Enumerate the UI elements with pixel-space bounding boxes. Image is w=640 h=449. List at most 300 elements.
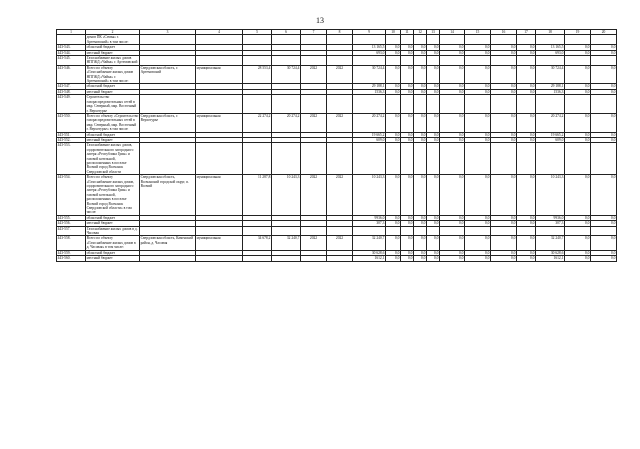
table-cell [401, 143, 414, 175]
table-cell [517, 35, 536, 45]
table-cell: 0,0 [440, 137, 465, 142]
table-cell [327, 56, 353, 66]
table-cell [327, 256, 353, 261]
table-cell: 2022 [301, 236, 327, 250]
table-cell: 0,0 [386, 113, 401, 132]
table-cell: 0,0 [517, 132, 536, 137]
table-cell: 0,0 [565, 256, 591, 261]
table-cell: 0,0 [401, 65, 414, 84]
table-cell: 0,0 [565, 221, 591, 226]
table-cell: 0,0 [440, 221, 465, 226]
table-cell: Свердловская область, г. Артемовский [140, 65, 196, 84]
table-cell [440, 35, 465, 45]
table-cell: 0,0 [565, 215, 591, 220]
table-cell [414, 56, 427, 66]
table-cell: муниципальная [196, 236, 243, 250]
row-code-cell [57, 35, 86, 45]
table-row [57, 35, 617, 45]
row-code-cell: 443-545. [57, 56, 86, 66]
table-cell: 0,0 [401, 137, 414, 142]
table-cell: 9936,0 [536, 215, 565, 220]
table-cell: 0,0 [491, 221, 517, 226]
table-cell: 0,0 [386, 89, 401, 94]
row-code-cell: 443-552. [57, 137, 86, 142]
table-cell [401, 35, 414, 45]
table-cell: 32 240,7 [536, 236, 565, 250]
row-code-cell: 443-547. [57, 84, 86, 89]
table-cell [196, 56, 243, 66]
table-cell: 0,0 [465, 132, 491, 137]
table-cell: 0,0 [591, 65, 617, 84]
table-cell: 0,0 [591, 221, 617, 226]
table-cell: 0,0 [386, 84, 401, 89]
table-cell: 0,0 [427, 215, 440, 220]
table-cell [414, 35, 427, 45]
table-cell: 13 165,5 [353, 45, 386, 50]
table-cell: 0,0 [440, 45, 465, 50]
table-cell [196, 95, 243, 114]
table-cell: 0,0 [386, 250, 401, 255]
table-cell: муниципальная [196, 175, 243, 216]
row-name-cell: местный бюджет [86, 137, 140, 142]
row-code-cell: 443-546. [57, 65, 86, 84]
table-cell: 693,0 [353, 50, 386, 55]
table-cell: 1612,1 [536, 256, 565, 261]
table-cell: 2022 [301, 65, 327, 84]
table-row [57, 95, 617, 114]
table-cell [353, 56, 386, 66]
budget-table [56, 29, 617, 262]
row-name-cell: местный бюджет [86, 256, 140, 261]
table-cell [465, 226, 491, 236]
table-cell: 0,0 [427, 50, 440, 55]
row-code-cell: 443-553. [57, 143, 86, 175]
table-cell [243, 256, 272, 261]
table-cell: 0,0 [386, 132, 401, 137]
table-cell: 0,0 [591, 84, 617, 89]
table-cell: 22 274,2 [243, 113, 272, 132]
table-cell [414, 226, 427, 236]
table-cell: 29 188,1 [536, 84, 565, 89]
row-name-cell: областной бюджет [86, 215, 140, 220]
table-cell: 0,0 [414, 256, 427, 261]
table-row [57, 65, 617, 84]
table-cell [440, 56, 465, 66]
table-cell [196, 226, 243, 236]
table-cell: 0,0 [491, 84, 517, 89]
table-cell [196, 35, 243, 45]
table-cell: 0,0 [440, 132, 465, 137]
table-cell: 0,0 [440, 84, 465, 89]
table-cell [386, 95, 401, 114]
table-cell [353, 35, 386, 45]
column-number: 12 [414, 30, 427, 35]
table-cell: 0,0 [440, 215, 465, 220]
table-row [57, 226, 617, 236]
table-cell: 0,0 [440, 50, 465, 55]
table-cell: 30 724,4 [353, 65, 386, 84]
table-cell: 0,0 [591, 50, 617, 55]
table-cell: 0,0 [565, 84, 591, 89]
column-number: 8 [327, 30, 353, 35]
table-cell: 0,0 [401, 84, 414, 89]
table-cell [536, 56, 565, 66]
table-cell: 0,0 [386, 50, 401, 55]
row-name-cell: местный бюджет [86, 50, 140, 55]
row-name-cell: Газоснабжение жилых домов в д. Часовая [86, 226, 138, 236]
table-cell [517, 56, 536, 66]
table-cell [491, 56, 517, 66]
table-cell: 0,0 [414, 250, 427, 255]
table-cell: 0,0 [414, 236, 427, 250]
table-cell: 0,0 [427, 256, 440, 261]
table-cell: 20 274,2 [536, 113, 565, 132]
table-cell: 11 287,8 [243, 175, 272, 216]
table-cell [414, 95, 427, 114]
table-cell [517, 226, 536, 236]
table-cell: 30 724,4 [272, 65, 301, 84]
table-cell [272, 226, 301, 236]
table-cell: 0,0 [386, 65, 401, 84]
table-cell: 0,0 [465, 221, 491, 226]
table-cell [591, 143, 617, 175]
table-cell [414, 143, 427, 175]
row-name-cell: областной бюджет [86, 84, 140, 89]
table-cell: 0,0 [440, 65, 465, 84]
table-cell [465, 35, 491, 45]
table-cell [565, 56, 591, 66]
table-cell: 0,0 [427, 84, 440, 89]
table-cell: Свердловская область, г. Верхотурье [140, 113, 196, 132]
table-cell: 609,0 [536, 137, 565, 142]
table-cell [140, 226, 196, 236]
table-cell: 0,0 [565, 50, 591, 55]
table-cell: 10 243,3 [272, 175, 301, 216]
table-cell [301, 35, 327, 45]
table-cell: 0,0 [440, 250, 465, 255]
table-cell: 0,0 [517, 89, 536, 94]
table-cell [565, 35, 591, 45]
table-row [57, 113, 617, 132]
table-cell [491, 35, 517, 45]
table-cell: 0,0 [465, 113, 491, 132]
table-cell: 30 628,6 [536, 250, 565, 255]
table-cell: 2022 [301, 175, 327, 216]
table-cell [272, 35, 301, 45]
table-cell: 10 243,3 [536, 175, 565, 216]
table-cell: 0,0 [491, 45, 517, 50]
table-cell: 0,0 [386, 175, 401, 216]
table-cell: 0,0 [414, 215, 427, 220]
table-cell [243, 35, 272, 45]
table-cell: 20 274,2 [272, 113, 301, 132]
row-name-cell: местный бюджет [86, 221, 140, 226]
table-row [57, 236, 617, 250]
table-cell: 0,0 [386, 215, 401, 220]
table-cell: 0,0 [465, 250, 491, 255]
table-cell: 0,0 [565, 250, 591, 255]
table-cell: 0,0 [591, 250, 617, 255]
table-cell [536, 143, 565, 175]
table-cell: 0,0 [401, 221, 414, 226]
table-cell: 0,0 [414, 132, 427, 137]
table-cell [386, 143, 401, 175]
table-cell [440, 143, 465, 175]
row-code-cell: 443-556. [57, 221, 86, 226]
row-code-cell: 443-557. [57, 226, 86, 236]
column-number: 7 [301, 30, 327, 35]
table-cell: 0,0 [517, 250, 536, 255]
row-name-cell: Всего по объекту «Газоснабжение жилых домов в д. Часовая» в том числе: [86, 236, 140, 250]
table-cell: 0,0 [465, 137, 491, 142]
table-cell [440, 226, 465, 236]
table-cell: 0,0 [491, 236, 517, 250]
table-cell [243, 143, 272, 175]
table-cell: 0,0 [491, 137, 517, 142]
table-cell: 0,0 [517, 45, 536, 50]
table-cell: 0,0 [465, 256, 491, 261]
table-cell: 29 188,1 [353, 84, 386, 89]
table-cell: 0,0 [386, 256, 401, 261]
table-cell [327, 35, 353, 45]
table-cell [440, 95, 465, 114]
row-code-cell: 443-551. [57, 132, 86, 137]
table-cell: 0,0 [427, 250, 440, 255]
table-cell [386, 56, 401, 66]
table-cell [401, 226, 414, 236]
table-cell [465, 56, 491, 66]
table-cell: 0,0 [386, 236, 401, 250]
table-cell: 0,0 [465, 89, 491, 94]
table-cell: 32 240,7 [272, 236, 301, 250]
table-cell: 0,0 [465, 215, 491, 220]
table-cell: 2022 [327, 236, 353, 250]
table-cell: 0,0 [565, 65, 591, 84]
row-code-cell: 443-554. [57, 175, 86, 216]
table-cell: 0,0 [414, 89, 427, 94]
table-cell [386, 35, 401, 45]
table-cell [353, 95, 386, 114]
table-cell: 34 678,2 [243, 236, 272, 250]
table-cell [536, 226, 565, 236]
table-cell: 0,0 [427, 137, 440, 142]
table-cell: 609,0 [353, 137, 386, 142]
table-cell: 0,0 [517, 137, 536, 142]
column-number: 1 [57, 30, 86, 35]
table-cell: 0,0 [465, 65, 491, 84]
column-number: 14 [440, 30, 465, 35]
table-cell: 0,0 [517, 175, 536, 216]
table-cell: 0,0 [414, 65, 427, 84]
table-cell: 0,0 [427, 132, 440, 137]
row-name-cell: областной бюджет [86, 45, 140, 50]
column-number: 4 [196, 30, 243, 35]
table-cell: муниципальная [196, 65, 243, 84]
table-cell: 0,0 [591, 132, 617, 137]
table-cell [491, 226, 517, 236]
table-cell: 2022 [327, 65, 353, 84]
table-cell: 2022 [301, 113, 327, 132]
table-cell [272, 95, 301, 114]
row-code-cell: 443-550. [57, 113, 86, 132]
table-cell: 0,0 [591, 236, 617, 250]
table-cell [243, 56, 272, 66]
table-cell: 19 665,2 [353, 132, 386, 137]
table-cell [536, 95, 565, 114]
row-code-cell: 443-549. [57, 95, 86, 114]
table-cell [591, 95, 617, 114]
table-cell [591, 226, 617, 236]
table-cell [327, 143, 353, 175]
table-cell: 0,0 [401, 89, 414, 94]
table-cell: 13 165,5 [536, 45, 565, 50]
table-cell: 0,0 [440, 175, 465, 216]
table-cell: 0,0 [517, 113, 536, 132]
table-cell: 0,0 [465, 236, 491, 250]
table-cell: 0,0 [414, 221, 427, 226]
table-cell: 0,0 [440, 256, 465, 261]
table-cell [327, 226, 353, 236]
table-cell: 0,0 [401, 113, 414, 132]
table-cell: 0,0 [565, 45, 591, 50]
table-cell [427, 143, 440, 175]
table-cell: 0,0 [401, 236, 414, 250]
column-number: 19 [565, 30, 591, 35]
table-cell: 0,0 [517, 221, 536, 226]
column-number: 9 [353, 30, 386, 35]
table-cell [386, 226, 401, 236]
table-cell: 0,0 [401, 132, 414, 137]
table-cell: 0,0 [386, 221, 401, 226]
table-cell: 0,0 [440, 89, 465, 94]
table-cell: 0,0 [517, 65, 536, 84]
table-cell [140, 143, 196, 175]
table-cell: 0,0 [491, 50, 517, 55]
table-cell: 0,0 [565, 236, 591, 250]
table-cell [401, 56, 414, 66]
table-cell: 0,0 [491, 215, 517, 220]
table-cell: 32 240,7 [353, 236, 386, 250]
column-number: 3 [140, 30, 196, 35]
table-cell [301, 226, 327, 236]
table-cell [272, 143, 301, 175]
table-cell: 1536,3 [353, 89, 386, 94]
column-number: 13 [427, 30, 440, 35]
table-cell: 0,0 [517, 84, 536, 89]
row-name-cell: Газоснабжение жилых домов НПГЖД «Чайка» г. Артемовский [86, 56, 140, 66]
column-number: 15 [465, 30, 491, 35]
table-cell: 0,0 [491, 89, 517, 94]
table-cell [427, 226, 440, 236]
table-cell: 0,0 [465, 45, 491, 50]
table-cell: 0,0 [414, 45, 427, 50]
table-cell: 0,0 [401, 250, 414, 255]
column-number: 2 [86, 30, 140, 35]
column-number: 16 [491, 30, 517, 35]
table-cell: 0,0 [591, 137, 617, 142]
table-cell: 9936,0 [353, 215, 386, 220]
table-cell: 0,0 [386, 137, 401, 142]
row-name-cell: домов ПК «Семья» г. Артемовский» в том числе: [86, 35, 140, 45]
row-name-cell: местный бюджет [86, 89, 140, 94]
column-number: 20 [591, 30, 617, 35]
row-name-cell: Всего по объекту «Строительство газораспределительных сетей в мкр. Северный, мкр. Восточный г. Верхотурье» в том числе: [86, 113, 139, 132]
table-cell: 693,0 [536, 50, 565, 55]
table-cell [491, 95, 517, 114]
row-code-cell: 443-559. [57, 250, 86, 255]
table-cell: 0,0 [401, 175, 414, 216]
table-cell: 0,0 [414, 84, 427, 89]
table-cell: 0,0 [591, 45, 617, 50]
table-cell [327, 95, 353, 114]
table-cell: 0,0 [491, 256, 517, 261]
table-cell: 0,0 [414, 137, 427, 142]
table-cell [243, 226, 272, 236]
row-name-cell: Всего по объекту «Газоснабжение жилых домов, оздоровительного загородного лагеря «Республика Грин» и газовой котельной, расположенных в поселке Волчий город Волчанск Свердловской области» в том числе: [86, 175, 140, 216]
table-row [57, 56, 617, 66]
table-cell [140, 256, 196, 261]
table-cell [427, 35, 440, 45]
table-cell: 0,0 [591, 89, 617, 94]
row-code-cell: 443-558. [57, 236, 86, 250]
table-cell: 0,0 [565, 132, 591, 137]
table-cell: 0,0 [427, 65, 440, 84]
table-cell: 0,0 [591, 256, 617, 261]
row-code-cell: 443-560. [57, 256, 86, 261]
column-number: 18 [536, 30, 565, 35]
column-number: 10 [386, 30, 401, 35]
table-row [57, 256, 617, 261]
table-cell [353, 226, 386, 236]
table-cell [196, 143, 243, 175]
table-cell [140, 95, 196, 114]
table-cell [517, 95, 536, 114]
page-number: 13 [316, 16, 324, 25]
table-cell: 0,0 [427, 113, 440, 132]
table-cell: 0,0 [427, 221, 440, 226]
table-cell: 307,3 [353, 221, 386, 226]
table-cell: 0,0 [401, 45, 414, 50]
table-cell: 0,0 [591, 113, 617, 132]
table-cell: 2022 [327, 113, 353, 132]
table-cell: 1536,3 [536, 89, 565, 94]
table-cell: 0,0 [565, 113, 591, 132]
table-cell [272, 56, 301, 66]
table-cell: 0,0 [517, 256, 536, 261]
row-name-cell: областной бюджет [86, 132, 140, 137]
column-number: 11 [401, 30, 414, 35]
table-cell [591, 56, 617, 66]
table-row [57, 175, 617, 216]
table-cell: 10 243,3 [353, 175, 386, 216]
table-cell: 20 274,2 [353, 113, 386, 132]
table-cell: 1612,1 [353, 256, 386, 261]
table-cell: 0,0 [565, 89, 591, 94]
table-cell: 0,0 [591, 175, 617, 216]
table-cell: 0,0 [414, 50, 427, 55]
table-cell: 0,0 [591, 215, 617, 220]
table-cell: 0,0 [517, 50, 536, 55]
table-cell: 0,0 [491, 65, 517, 84]
table-cell: 0,0 [565, 137, 591, 142]
table-cell [301, 256, 327, 261]
table-cell [491, 143, 517, 175]
table-cell: 0,0 [386, 45, 401, 50]
table-cell: 0,0 [427, 45, 440, 50]
table-cell [427, 95, 440, 114]
table-cell: 0,0 [440, 236, 465, 250]
table-cell [465, 95, 491, 114]
